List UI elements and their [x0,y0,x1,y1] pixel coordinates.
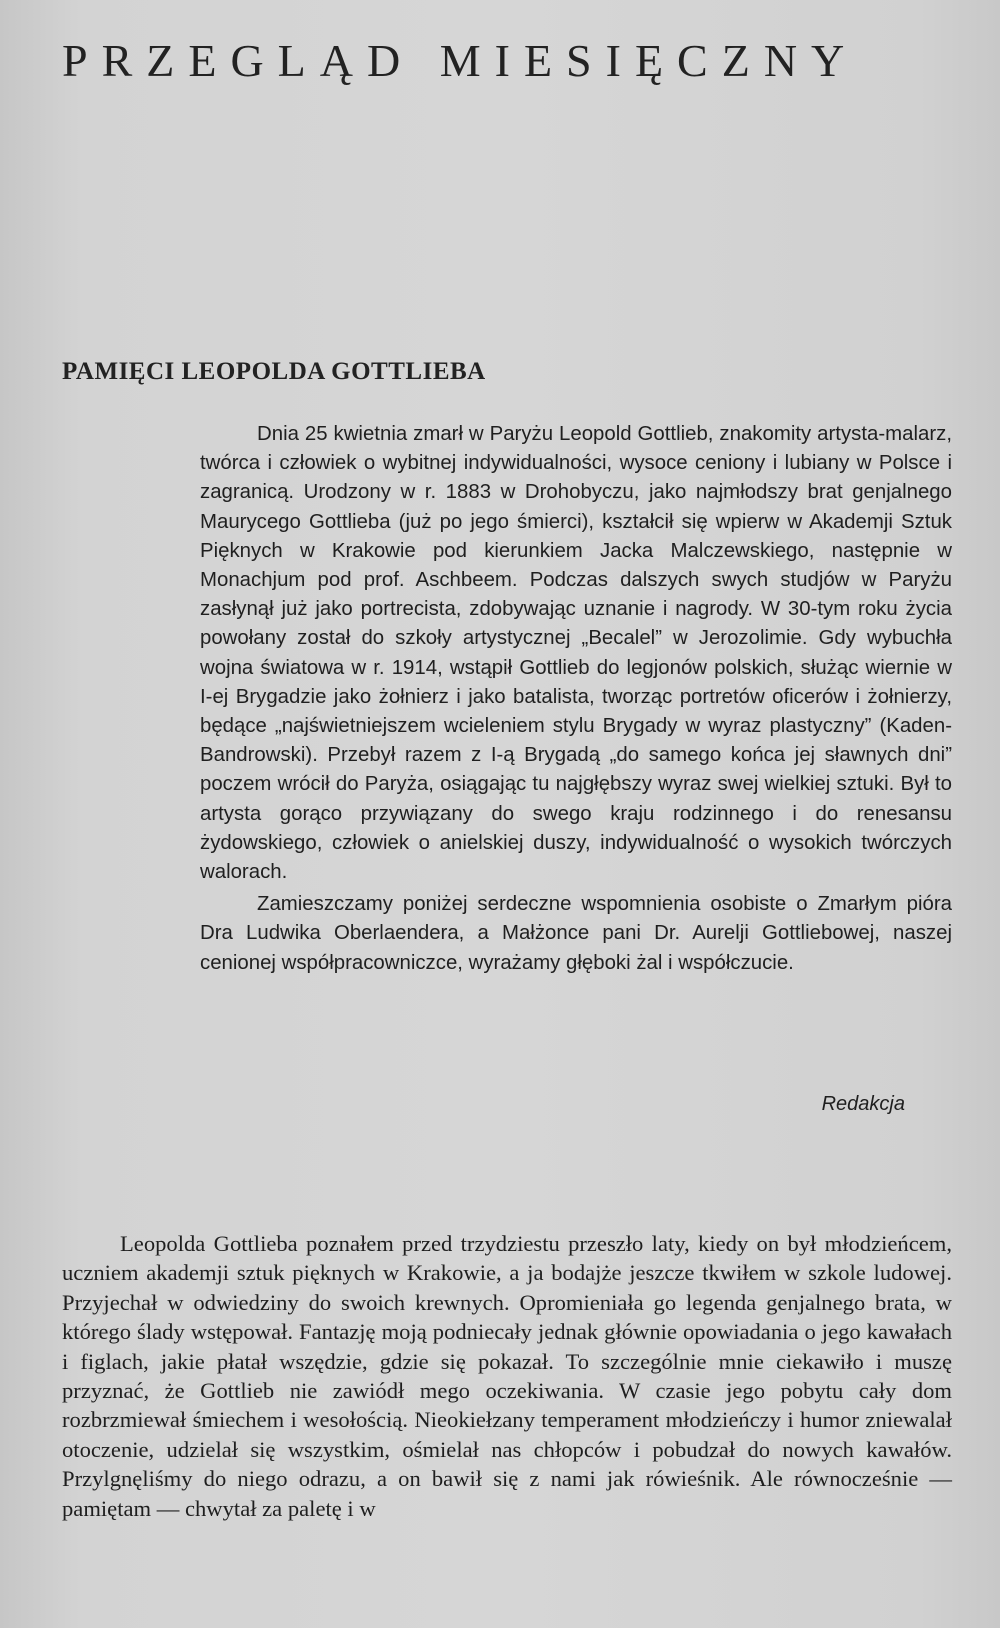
memoir-paragraph: Leopolda Gottlieba poznałem przed trzydziestu przeszło laty, kiedy on był młodzieńcem, uczniem akademji sztuk pięknych w Krakowie, a ja bodajże jeszcze tkwiłem w szkole ludowej. Przyjechał w odwiedziny do swoich krewnych. Opromieniała go legenda genjalnego brata, w którego ślady wstępował. Fantazję moją podniecały jednak głównie opowiadania o jego kawałach i figlach, jakie płatał wszędzie, gdzie się pokazał. To szczególnie mnie ciekawiło i muszę przyznać, że Gottlieb nie zawiódł mego oczekiwania. W czasie jego pobytu cały dom rozbrzmiewał śmiechem i wesołością. Nieokiełzany temperament młodzieńczy i humor zniewalał otoczenie, udzielał się wszystkim, ośmielał nas chłopców i pobudzał do nowych kawałów. Przylgnęliśmy do niego odrazu, a on bawił się z nami jak rówieśnik. Ale równocześnie — pamiętam — chwytał za paletę i w [62,1231,952,1521]
section-heading: PAMIĘCI LEOPOLDA GOTTLIEBA [62,358,486,385]
memoir-text [62,1229,952,1523]
page-header-title: PRZEGLĄD MIESIĘCZNY [62,35,859,86]
notice-paragraph-2: Zamieszczamy poniżej serdeczne wspomnienia osobiste o Zmarłym pióra Dra Ludwika Oberlaendera, a Małżonce pani Dr. Aurelji Gottliebowej, naszej cenionej współpracowniczce, wyrażamy głęboki żal i współczucie. [200,893,952,974]
notice-signature: Redakcja [821,1093,905,1115]
notice-paragraph-1: Dnia 25 kwietnia zmarł w Paryżu Leopold Gottlieb, znakomity artysta-malarz, twórca i człowiek o wybitnej indywidualności, wysoce ceniony i lubiany w Polsce i zagranicą. Urodzony w r. 1883 w Drohobyczu, jako najmłodszy brat genjalnego Maurycego Gottlieba (już po jego śmierci), kształcił się wpierw w Akademji Sztuk Pięknych w Krakowie pod kierunkiem Jacka Malczewskiego, następnie w Monachjum pod prof. Aschbeem. Podczas dalszych swych studjów w Paryżu zasłynął już jako portrecista, zdobywając uznanie i nagrody. W 30-tym roku życia powołany został do szkoły artystycznej „Becalel” w Jerozolimie. Gdy wybuchła wojna światowa w r. 1914, wstąpił Gottlieb do legjonów polskich, służąc wiernie w I-ej Brygadzie jako żołnierz i jako batalista, tworząc portretów oficerów i żołnierzy, będące „najświetniejszem wcieleniem stylu Brygady w wyraz plastyczny” (Kaden-Bandrowski). Przebył razem z I-ą Brygadą „do samego końca jej sławnych dni” poczem wrócił do Paryża, osiągając tu najgłębszy wyraz swej wielkiej sztuki. Był to artysta gorąco przywiązany do swego kraju rodzinnego i do renesansu żydowskiego, człowiek o anielskiej duszy, indywidualność o wysokich twórczych walorach. [200,423,952,884]
editorial-notice [200,420,952,978]
